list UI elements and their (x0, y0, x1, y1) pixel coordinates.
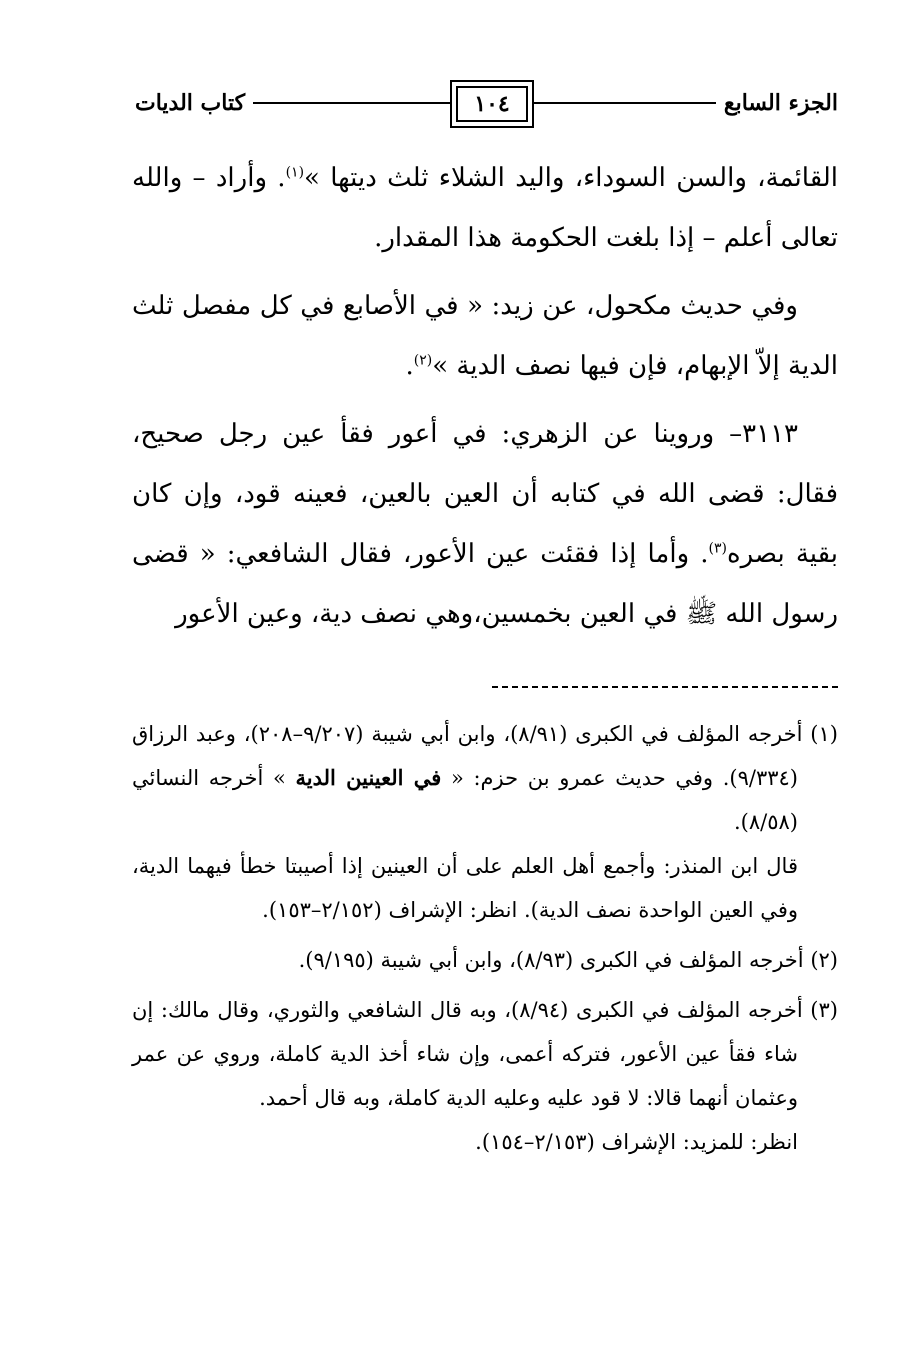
paragraph-2-tail: . (405, 351, 414, 381)
footnote-ref-2: (٢) (413, 352, 433, 369)
paragraph-3-tail: . وأما إذا فقئت عين الأعور، فقال الشافعي: « قضى رسول الله ﷺ في العين بخمسين،وهي نصف دية، وعين الأعور (132, 539, 838, 629)
footnote-2-text: أخرجه المؤلف في الكبرى (٨/٩٣)، وابن أبي شيبة (٩/١٩٥). (298, 948, 804, 972)
footnote-1-text: أخرجه المؤلف في الكبرى (٨/٩١)، وابن أبي شيبة (٩/٢٠٧–٢٠٨)، وعبد الرزاق (٩/٣٣٤). وفي حديث عمرو بن حزم: « (132, 722, 803, 790)
footnote-2-body (132, 938, 838, 982)
paragraph-1-text: القائمة، والسن السوداء، واليد الشلاء ثلث ديتها » (304, 163, 839, 193)
volume-title: الجزء السابع (716, 88, 838, 118)
book-title: كتاب الديات (135, 88, 253, 118)
footnote-1-body (132, 712, 838, 844)
footnote-ref-1: (١) (285, 164, 305, 181)
paragraph-3 (132, 404, 838, 644)
footnote-1-marker: (١) (810, 722, 838, 746)
page-number: ١٠٤ (474, 91, 510, 117)
paragraph-2 (132, 276, 838, 396)
footnote-3-text: أخرجه المؤلف في الكبرى (٨/٩٤)، وبه قال الشافعي والثوري، وقال مالك: إن شاء فقأ عين الأعور، فتركه أعمى، وإن شاء أخذ الدية كاملة، وروي عن عمر وعثمان أنهما قالا: لا قود عليه وعليه الدية كاملة، وبه قال أحمد. (132, 998, 803, 1110)
page-number-box (450, 80, 534, 128)
footnote-1 (132, 712, 838, 932)
footnote-2 (132, 938, 838, 982)
paragraph-3-text: ٣١١٣– وروينا عن الزهري: في أعور فقأ عين رجل صحيح، فقال: قضى الله في كتابه أن العين بالعين، فعينه قود، وإن كان بقية بصره (132, 419, 838, 569)
footnote-separator (492, 686, 838, 688)
footnote-2-marker: (٢) (810, 948, 838, 972)
paragraph-2-text: وفي حديث مكحول، عن زيد: « في الأصابع في كل مفصل ثلث الدية إلاّ الإبهام، فإن فيها نصف الدية » (132, 291, 838, 381)
running-header (135, 80, 838, 130)
footnote-1-tail: » أخرجه النسائي (٨/٥٨). (132, 766, 798, 834)
main-text (132, 148, 838, 644)
footnote-1-extra: قال ابن المنذر: وأجمع أهل العلم على أن العينين إذا أصيبتا خطأ فيهما الدية، وفي العين الواحدة نصف الدية). انظر: الإشراف (٢/١٥٢–١٥٣). (132, 854, 798, 922)
footnote-3 (132, 988, 838, 1164)
footnote-3-marker: (٣) (810, 998, 838, 1022)
footnote-1-bold: في العينين الدية (295, 765, 442, 790)
footnotes (132, 712, 838, 1170)
footnote-3-extra: انظر: للمزيد: الإشراف (٢/١٥٣–١٥٤). (475, 1130, 798, 1154)
footnote-ref-3: (٣) (708, 540, 727, 557)
footnote-3-body (132, 988, 838, 1120)
paragraph-1 (132, 148, 838, 268)
paragraph-1-tail: . وأراد – والله تعالى أعلم – إذا بلغت الحكومة هذا المقدار. (132, 163, 838, 253)
